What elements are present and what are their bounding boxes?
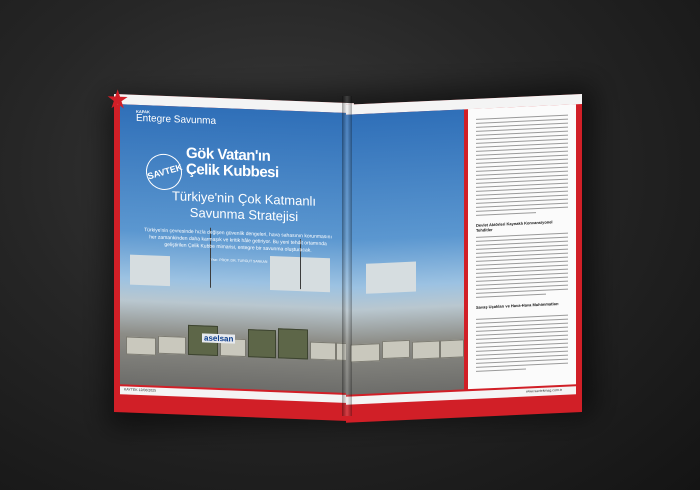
- building: [130, 255, 170, 287]
- cover-photo-continued: [346, 109, 464, 394]
- military-truck: [158, 336, 186, 355]
- headline-line-2: Çelik Kubbesi: [186, 160, 279, 182]
- left-page: [106, 83, 354, 421]
- military-truck: [382, 340, 410, 359]
- launcher-vehicle: [248, 329, 276, 358]
- right-page: [346, 94, 582, 423]
- subtitle-line-2: Savunma Stratejisi: [189, 204, 299, 225]
- military-truck: [126, 336, 156, 355]
- aselsan-logo: aselsan: [204, 333, 234, 344]
- subtitle-line-1: Türkiye'nin Çok Katmanlı: [171, 188, 317, 209]
- military-truck: [440, 339, 464, 358]
- subheading-1: Devlet Aktörleri Kaynaklı Konvansiyonel Tehditler: [476, 219, 553, 233]
- badge-text: SAVTEK: [146, 161, 184, 182]
- military-truck: [310, 342, 336, 361]
- section-title: Entegre Savunma: [136, 112, 217, 127]
- military-truck: [350, 343, 380, 362]
- left-page-number: KAYTEK 12/06/2025: [124, 387, 157, 393]
- lead-paragraph: Türkiye'nin çevresinde hızla değişen güvenlik dengeleri, hava sahasının korunmasını her zamankinden daha karmaşık ve kritik hâle getiriyor. Bu yeni tehdit ortamında geliştirilen Çelik Kubbe mimarisi, entegre bir savunma oluşturacak.: [144, 227, 332, 254]
- building: [366, 262, 416, 294]
- article-text-column: [468, 104, 576, 389]
- text-line: [476, 294, 546, 299]
- launcher-vehicle: [278, 328, 308, 359]
- military-truck: [412, 340, 440, 359]
- author-byline: Yazı: PROF. DR. TURGUT SARKAN: [210, 257, 268, 264]
- star-icon: ★: [106, 83, 130, 115]
- category-label: KAPAK: [136, 108, 150, 115]
- subheading-2: Savaş Uçakları ve Hava-Hava Muhimmatları: [476, 301, 559, 310]
- magazine-spine: [342, 96, 352, 416]
- text-line: [476, 212, 536, 216]
- text-line: [476, 369, 526, 373]
- right-page-number: www.savtekmag.com.tr: [526, 387, 562, 394]
- headline-line-1: Gök Vatan'ın: [186, 144, 271, 166]
